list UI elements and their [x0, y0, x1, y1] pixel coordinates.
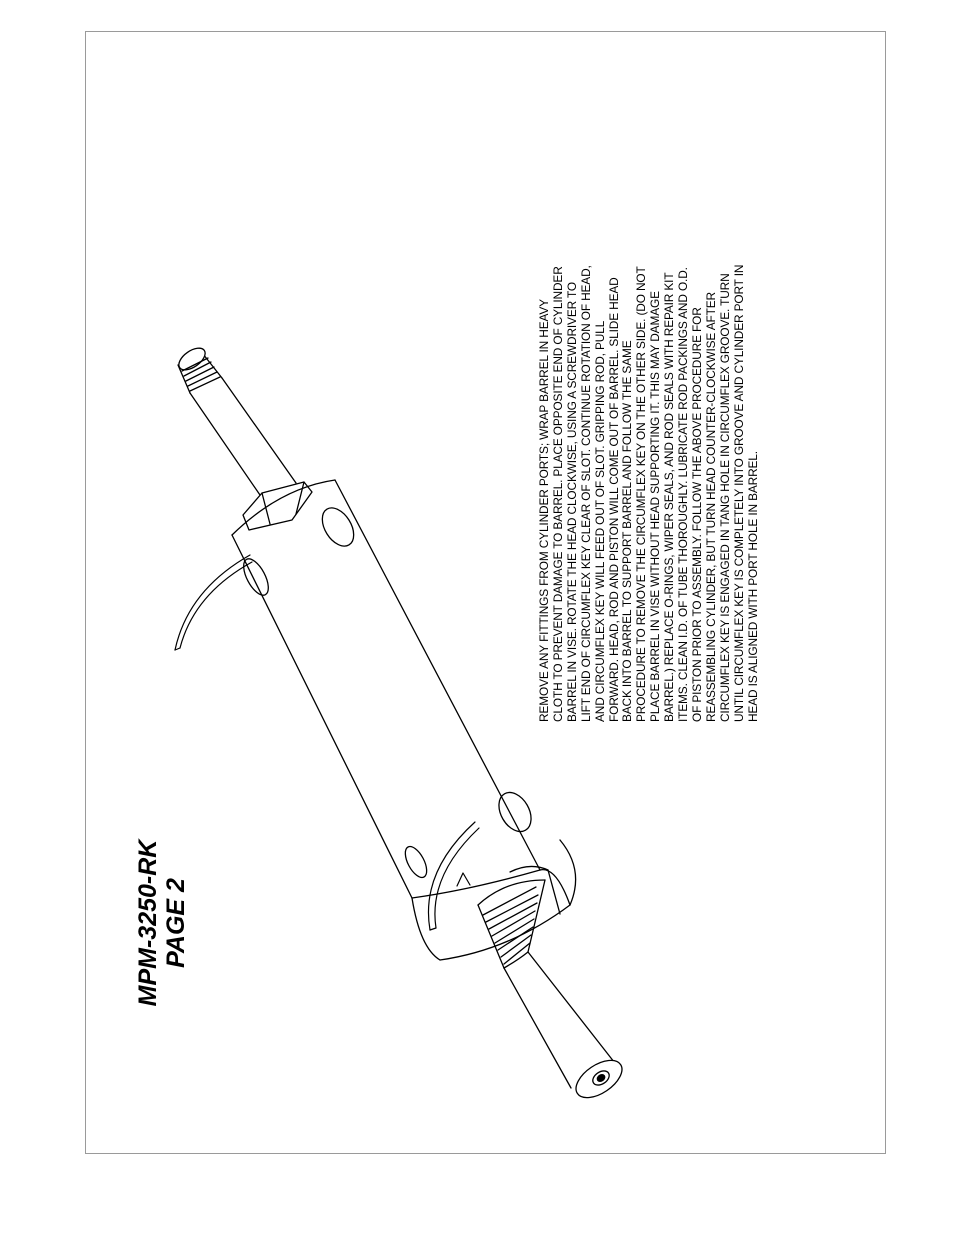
instruction-line: PLACE BARREL IN VISE WITHOUT HEAD SUPPORTING IT. THIS MAY DAMAGE: [648, 291, 663, 722]
front-gland-nut: [478, 866, 560, 968]
instruction-line: BARREL IN VISE. ROTATE THE HEAD CLOCKWISE, USING A SCREWDRIVER TO: [564, 282, 579, 722]
instruction-line: REMOVE ANY FITTINGS FROM CYLINDER PORTS; WRAP BARREL IN HEAVY: [537, 299, 551, 722]
part-number: MPM-3250-RK: [134, 839, 162, 1007]
instruction-line: UNTIL CIRCUMFLEX KEY IS COMPLETELY INTO GROOVE AND CYLINDER PORT IN: [731, 264, 746, 722]
instruction-line: ITEMS. CLEAN I.D. OF TUBE THOROUGHLY. LUBRICATE ROD PACKINGS AND O.D.: [676, 267, 691, 722]
rear-rod: [175, 344, 296, 495]
instruction-line: AND CIRCUMFLEX KEY WILL FEED OUT OF SLOT. GRIPPING ROD, PULL: [592, 320, 607, 722]
instruction-line: HEAD IS ALIGNED WITH PORT HOLE IN BARREL.: [745, 451, 760, 722]
instruction-line: FORWARD. HEAD, ROD AND PISTON WILL COME OUT OF BARREL. SLIDE HEAD: [606, 277, 621, 722]
instruction-line: BACK INTO BARREL TO SUPPORT BARREL AND FOLLOW THE SAME: [620, 340, 635, 722]
repair-instructions: [538, 54, 761, 722]
instruction-line: CLOTH TO PREVENT DAMAGE TO BARREL. PLACE OPPOSITE END OF CYLINDER: [550, 266, 565, 722]
title-block: [134, 803, 190, 1043]
page-label: PAGE 2: [162, 878, 190, 968]
instruction-line: PROCEDURE TO REMOVE THE CIRCUMFLEX KEY ON THE OTHER SIDE. (DO NOT: [634, 266, 649, 722]
circumflex-key: [175, 555, 479, 930]
front-rod: [504, 952, 628, 1105]
instruction-line: LIFT END OF CIRCUMFLEX KEY CLEAR OF SLOT. CONTINUE ROTATION OF HEAD,: [578, 265, 593, 722]
barrel: [232, 480, 576, 960]
instruction-line: CIRCUMFLEX KEY IS ENGAGED IN TANG HOLE IN CIRCUMFLEX GROOVE. TURN: [717, 273, 732, 722]
rear-gland-nut: [243, 482, 312, 530]
instruction-line: BARREL.) REPLACE O-RINGS, WIPER SEALS, AND ROD SEALS WITH REPAIR KIT: [662, 272, 677, 722]
instruction-line: REASSEMBLING CYLINDER, BUT TURN HEAD COUNTER-CLOCKWISE AFTER: [703, 292, 718, 722]
instruction-line: OF PISTON PRIOR TO ASSEMBLY. FOLLOW THE ABOVE PROCEDURE FOR: [689, 307, 704, 722]
